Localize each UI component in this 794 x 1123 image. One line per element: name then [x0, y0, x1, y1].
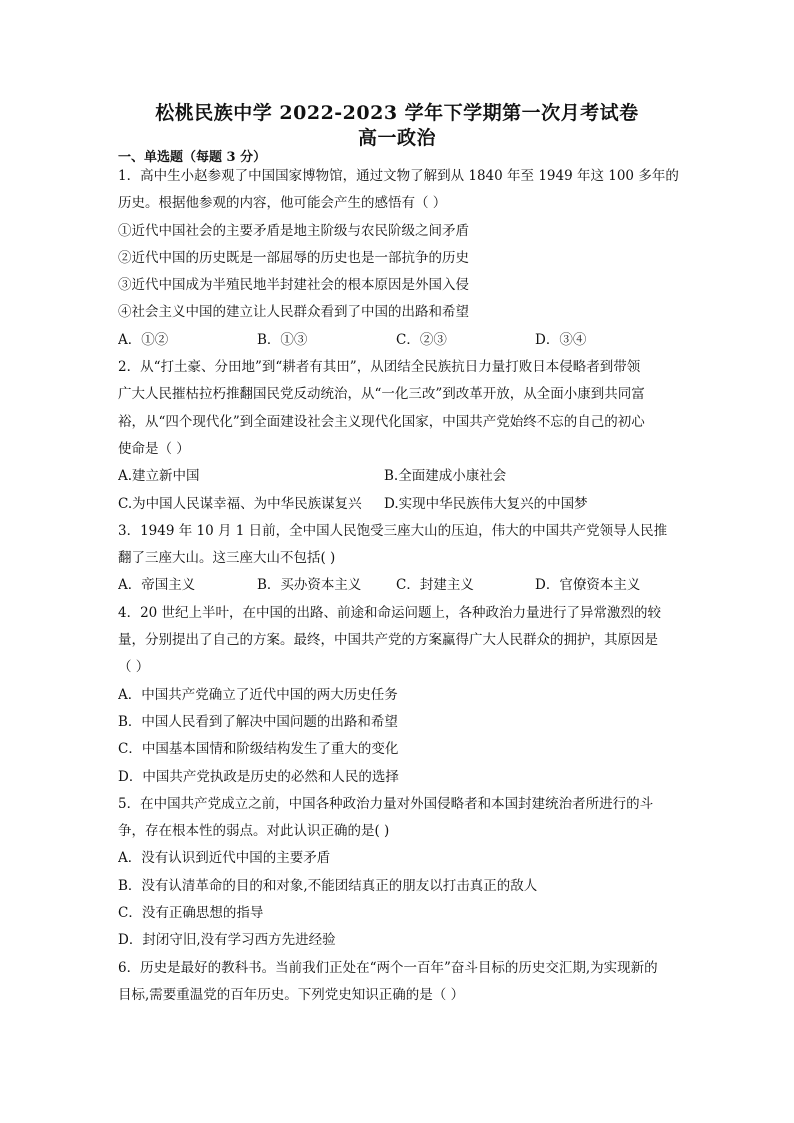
- exam-title: 松桃民族中学 2022-2023 学年下学期第一次月考试卷: [155, 102, 639, 124]
- option-c: C．没有正确思想的指导: [118, 905, 264, 922]
- option-b: B．中国人民看到了解决中国问题的出路和希望: [118, 713, 398, 730]
- option-c: C．中国基本国情和阶级结构发生了重大的变化: [118, 741, 399, 758]
- question-1-stem-line: 1．高中生小赵参观了中国国家博物馆，通过文物了解到从 1840 年至 1949 年这 100 多年的: [118, 168, 679, 184]
- option-a: A．帝国主义: [118, 577, 196, 594]
- question-3-options: [118, 572, 684, 599]
- option-d: D．③④: [535, 331, 587, 348]
- option-b: B．①③: [257, 331, 308, 348]
- option-b: B.全面建成小康社会: [384, 468, 507, 485]
- question-list: [118, 163, 684, 1009]
- option-a: A．中国共产党确立了近代中国的两大历史任务: [118, 686, 398, 703]
- question-1-statement: ④社会主义中国的建立让人民群众看到了中国的出路和希望: [118, 304, 469, 321]
- option-a: A.建立新中国: [118, 468, 200, 485]
- question-2-stem-line: 广大人民摧枯拉朽推翻国民党反动统治，从“一化三改”到改革开放，从全面小康到共同富: [118, 386, 645, 403]
- option-a: A．没有认识到近代中国的主要矛盾: [118, 850, 331, 867]
- question-2-stem-line: 裕，从“四个现代化”到全面建设社会主义现代化国家，中国共产党始终不忘的自己的初心: [118, 413, 645, 430]
- question-1-statement: ①近代中国社会的主要矛盾是地主阶级与农民阶级之间矛盾: [118, 222, 469, 239]
- question-5-stem-line: 争，存在根本性的弱点。对此认识正确的是( ): [118, 823, 390, 840]
- question-2-options-row-1: [118, 463, 684, 490]
- question-1-statement: ③近代中国成为半殖民地半封建社会的根本原因是外国入侵: [118, 277, 469, 294]
- option-d: D．官僚资本主义: [535, 577, 641, 594]
- option-c: C.为中国人民谋幸福、为中华民族谋复兴: [118, 495, 362, 512]
- question-1-stem-line: 历史。根据他参观的内容，他可能会产生的感悟有（ ）: [118, 195, 447, 212]
- question-3-stem-line: 3．1949 年 10 月 1 日前，全中国人民饱受三座大山的压迫，伟大的中国共产党领导人民推: [118, 522, 668, 539]
- option-c: C．封建主义: [396, 577, 474, 594]
- option-a: A．①②: [118, 331, 169, 348]
- question-4-stem-line: （ ）: [118, 659, 150, 676]
- option-d: D．中国共产党执政是历史的必然和人民的选择: [118, 768, 399, 785]
- section-heading: 一、单选题（每题 3 分）: [118, 150, 267, 165]
- question-1-statement: ②近代中国的历史既是一部屈辱的历史也是一部抗争的历史: [118, 249, 469, 266]
- exam-subject: 高一政治: [357, 127, 436, 149]
- question-2-stem-line: 2．从“打土豪、分田地”到“耕者有其田”，从团结全民族抗日力量打败日本侵略者到带领: [118, 359, 641, 376]
- question-3-stem-line: 翻了三座大山。这三座大山不包括( ): [118, 550, 336, 567]
- question-6-stem-line: 6．历史是最好的教科书。当前我们正处在“两个一百年”奋斗目标的历史交汇期,为实现新的: [118, 959, 658, 976]
- question-1-options: [118, 327, 684, 354]
- question-2-stem-line: 使命是（ ）: [118, 440, 190, 457]
- option-c: C．②③: [396, 331, 447, 348]
- question-4-stem-line: 量，分别提出了自己的方案。最终，中国共产党的方案赢得广大人民群众的拥护，其原因是: [118, 632, 658, 649]
- option-b: B．没有认清革命的目的和对象,不能团结真正的朋友以打击真正的敌人: [118, 877, 538, 894]
- question-6-stem-line: 目标,需要重温党的百年历史。下列党史知识正确的是（ ）: [118, 986, 465, 1003]
- question-4-stem-line: 4．20 世纪上半叶，在中国的出路、前途和命运问题上，各种政治力量进行了异常激烈的较: [118, 604, 662, 621]
- option-d: D.实现中华民族伟大复兴的中国梦: [384, 495, 588, 512]
- option-d: D．封闭守旧,没有学习西方先进经验: [118, 932, 336, 949]
- question-5-stem-line: 5．在中国共产党成立之前，中国各种政治力量对外国侵略者和本国封建统治者所进行的斗: [118, 795, 654, 812]
- option-b: B．买办资本主义: [257, 577, 362, 594]
- question-2-options-row-2: [118, 491, 684, 518]
